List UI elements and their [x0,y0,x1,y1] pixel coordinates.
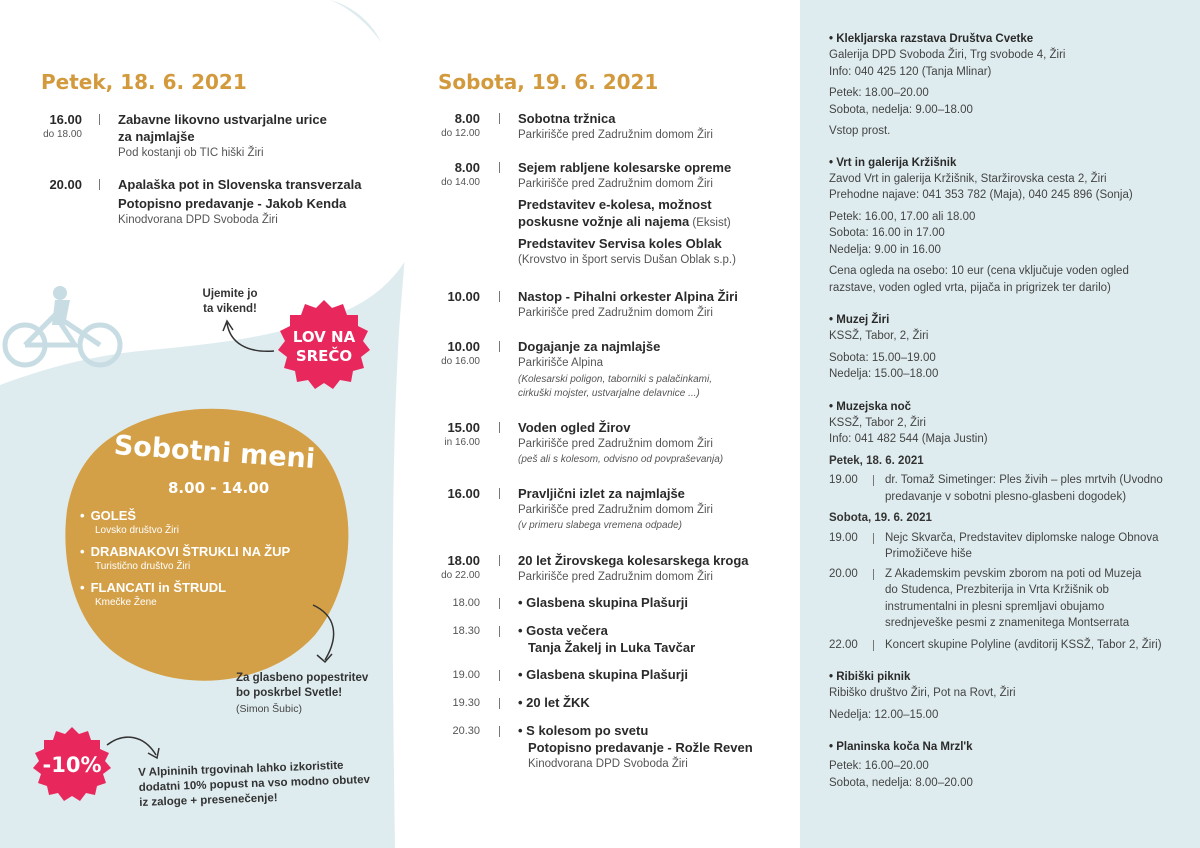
event-title: Nastop - Pihalni orkester Alpina Žiri [518,289,738,304]
venue-title: Planinska koča Na Mrzl'k [836,741,973,753]
music-note: Za glasbeno popestritev bo poskrbel Svetle! [236,672,369,699]
item-time: 19.00 [829,531,858,544]
item-time: 22.00 [829,638,858,651]
event-time: 20.00 [49,177,82,192]
event-extra: poskusne vožnje ali najema [518,214,690,229]
venue-line: Sobota, nedelja: 9.00–18.00 [829,103,973,116]
noc-item [829,637,1189,654]
venue-line: Prehodne najave: 041 353 782 (Maja), 040 245 896 (Sonja) [829,189,1133,201]
venue-line: Nedelja: 9.00 in 16.00 [829,243,941,256]
event-time: 8.00 [454,160,480,175]
venue-title: Vrt in galerija Kržišnik [836,156,957,169]
event-place: Kinodvorana DPD Svoboda Žiri [528,758,688,770]
venue-title: Klekljarska razstava Društva Cvetke [836,33,1034,45]
event-until: do 18.00 [43,129,82,140]
event-title: Dogajanje za najmlajše [518,339,661,354]
event-title: Apalaška pot in Slovenska transverzala [118,177,362,192]
menu-item-by: Kmečke Žene [95,597,157,608]
event-title: Voden ogled Žirov [518,420,631,435]
venue-line: Sobota: 15.00–19.00 [829,351,936,364]
venue-line: Cena ogleda na osebo: 10 eur (cena vključuje voden ogled [829,265,1129,277]
menu-item: • DRABNAKOVI ŠTRUKLI NA ŽUP Turistično društvo Žiri [80,544,340,574]
venue-line: razstave, voden ogled vrta, pijača in prigrizek ter darilo) [829,281,1111,294]
event-title: 20 let Žirovskega kolesarskega kroga [518,553,749,568]
menu-item: • GOLEŠ Lovsko društvo Žiri [80,508,340,538]
venue-line: Vstop prost. [829,125,891,137]
event-time: 15.00 [447,420,480,435]
item-text: Koncert skupine Polyline (avditorij KSSŽ, Tabor 2, Žiri) [885,638,1162,651]
discount-text: V Alpininih trgovinah lahko izkoristite dodatni 10% popust na vso modno obutev iz zaloge + presenečenje! [138,759,371,809]
event-time: 10.00 [447,339,480,354]
event-place: Parkirišče pred Zadružnim domom Žiri [518,129,713,141]
event-title: • Glasbena skupina Plašurji [518,595,689,610]
event-place: Kinodvorana DPD Svoboda Žiri [118,214,278,226]
venue-line: KSSŽ, Tabor 2, Žiri [829,416,926,429]
event-until: do 22.00 [441,570,480,581]
item-text: Z Akademskim pevskim zborom na poti od Muzeja do Studenca, Prezbiterija in Vrta Kržišnik ob instrumentalni in plesni spremljavi obujamo srednjeveške pesmi z znamenitega Montserrata [885,567,1142,629]
arrow-icon [104,730,164,765]
venue-line: Petek: 16.00, 17.00 ali 18.00 [829,210,976,223]
event-extra: Predstavitev Servisa koles Oblak [518,236,722,251]
saturday-title: Sobota, 19. 6. 2021 [438,70,659,94]
venue-line: Sobota: 16.00 in 17.00 [829,227,945,239]
event-title: Zabavne likovno ustvarjalne urice [118,112,327,127]
event-time: 16.00 [49,112,82,127]
event-time: 10.00 [447,289,480,304]
venue-title: Ribiški piknik [836,671,911,683]
venue-vrt: • Vrt in galerija Kržišnik Zavod Vrt in galerija Kržišnik, Staržirovska cesta 2, Žiri Prehodne najave: 041 353 782 (Maja), 040 245 896 (Sonja) Petek: 16.00, 17.00 ali 18.00 Sobota: 16.00 in 17.00 Nedelja: 9.00 in 16.00 Cena ogleda na osebo: 10 eur (cena vključuje voden ogled razstave, voden ogled vrta, pijača in prigrizek ter darilo) [829,155,1189,297]
event-until: in 16.00 [444,437,480,448]
event-place: Parkirišče pred Zadružnim domom Žiri [518,438,713,450]
event-note: (peš ali s kolesom, odvisno od povpraševanja) [518,454,724,465]
arrow-icon [222,318,282,358]
menu-item-name: GOLEŠ [90,508,137,523]
venue-line: Info: 041 482 544 (Maja Justin) [829,433,988,445]
venue-line: Petek: 18.00–20.00 [829,87,929,99]
event-title-2: Potopisno predavanje - Rožle Reven [528,740,753,755]
event-title: Sobotna tržnica [518,111,616,126]
event-until: do 14.00 [441,177,480,188]
menu-list [80,508,340,610]
event-place: Pod kostanji ob TIC hiški Žiri [118,147,264,159]
menu-item-by: Turistično društvo Žiri [95,561,191,572]
event-time: 19.00 [452,669,480,681]
menu-item-name: DRABNAKOVI ŠTRUKLI NA ŽUP [90,544,291,559]
event-extra-tail: (Krovstvo in šport servis Dušan Oblak s.p.) [518,254,736,266]
item-time: 19.00 [829,474,858,486]
day-label: Sobota, 19. 6. 2021 [829,512,932,524]
venue-line: Ribiško društvo Žiri, Pot na Rovt, Žiri [829,687,1016,699]
event-title: • 20 let ŽKK [518,695,590,710]
item-text: Nejc Skvarča, Predstavitev diplomske naloge Obnova Primožičeve hiše [885,531,1159,560]
venue-muzej: • Muzej Žiri KSSŽ, Tabor, 2, Žiri Sobota: 15.00–19.00 Nedelja: 15.00–18.00 [829,312,1189,383]
lov-line-2: SREČO [295,347,353,365]
menu-item-name: FLANCATI in ŠTRUDL [90,580,227,595]
venue-title: Muzej Žiri [836,314,890,326]
venue-line: Sobota, nedelja: 8.00–20.00 [829,776,973,789]
event-time: 18.00 [452,597,480,609]
event-title: Pravljični izlet za najmlajše [518,486,685,501]
event-title: • S kolesom po svetu [518,723,649,738]
venue-line: Galerija DPD Svoboda Žiri, Trg svobode 4, Žiri [829,49,1066,61]
venue-noc: • Muzejska noč KSSŽ, Tabor 2, Žiri Info: 041 482 544 (Maja Justin) Petek, 18. 6. 2021 19.00 dr. Tomaž Simetinger: Ples živih – ples mrtvih (Uvodno predavanje v sobotni plesno-glasbeni dogodek) Sobota, 19. 6. 2021 19.00 Nejc Skvarča, Predstavitev diplomske naloge Obnova Primožičeve hiše 20.00 Z Akademskim pevskim zborom na poti od Muzeja do Studenca, Prezbiterija in Vrta Kržišnik ob instrumentalni in plesni spremljavi obujamo srednjeveške pesmi z znamenitega Montserrata 22.00 Koncert skupine Polyline (avditorij KSSŽ, Tabor 2, Žiri) [829,399,1189,654]
right-column [829,31,1189,791]
venue-line: KSSŽ, Tabor, 2, Žiri [829,330,929,342]
venue-line: Nedelja: 15.00–18.00 [829,368,939,380]
event-time: 16.00 [447,486,480,501]
menu-hours: 8.00 - 14.00 [168,479,270,497]
menu-item-by: Lovsko društvo Žiri [95,525,179,536]
event-until: do 12.00 [441,128,480,139]
item-text: dr. Tomaž Simetinger: Ples živih – ples mrtvih (Uvodno predavanje v sobotni plesno-glasbeni dogodek) [885,474,1163,503]
event-until: do 16.00 [441,356,480,367]
event-place: Parkirišče pred Zadružnim domom Žiri [518,571,713,583]
event-place: Parkirišče pred Zadružnim domom Žiri [518,307,713,319]
event-extra-tail: (Eksist) [689,217,731,229]
cyclist-icon [0,285,130,375]
event-place: Parkirišče pred Zadružnim domom Žiri [518,504,713,516]
event-time: 18.30 [452,625,480,637]
discount-value: -10% [42,753,102,777]
venue-klekljarska: • Klekljarska razstava Društva Cvetke Galerija DPD Svoboda Žiri, Trg svobode 4, Žiri Info: 040 425 120 (Tanja Mlinar) Petek: 18.00–20.00 Sobota, nedelja: 9.00–18.00 Vstop prost. [829,31,1189,140]
lov-na-sreco-text [276,328,372,366]
event-note: (Kolesarski poligon, taborniki s palačinkami, cirkuški mojster, ustvarjalne delavnice ...) [518,374,712,399]
venue-ribiski: • Ribiški piknik Ribiško društvo Žiri, Pot na Rovt, Žiri Nedelja: 12.00–15.00 [829,669,1189,723]
event-place: Parkirišče pred Zadružnim domom Žiri [518,178,713,190]
friday-title: Petek, 18. 6. 2021 [41,70,247,94]
catch-text: Ujemite jo ta vikend! [202,288,258,315]
day-label: Petek, 18. 6. 2021 [829,454,924,467]
noc-item [829,566,1189,632]
event-title: • Gosta večera [518,623,608,638]
event-note: (v primeru slabega vremena odpade) [518,520,682,531]
event-title-2: Tanja Žakelj in Luka Tavčar [528,640,696,655]
event-time: 20.30 [452,725,480,737]
noc-item [829,530,1189,563]
event-time: 18.00 [447,553,480,568]
venue-line: Petek: 16.00–20.00 [829,760,929,772]
event-time: 8.00 [454,111,480,126]
event-title-2: za najmlajše [118,129,195,144]
noc-item [829,472,1189,505]
event-time: 19.30 [452,697,480,709]
event-title-2: Potopisno predavanje - Jakob Kenda [118,196,347,211]
venue-title: Muzejska noč [836,400,912,413]
lov-line-1: LOV NA [292,328,356,346]
event-extra: Predstavitev e-kolesa, možnost [518,197,712,212]
arrow-icon [305,600,355,670]
venue-koca: • Planinska koča Na Mrzl'k Petek: 16.00–20.00 Sobota, nedelja: 8.00–20.00 [829,739,1189,791]
event-title: Sejem rabljene kolesarske opreme [518,160,732,175]
item-time: 20.00 [829,567,858,580]
venue-line: Nedelja: 12.00–15.00 [829,708,939,721]
event-place: Parkirišče Alpina [518,357,604,369]
menu-title: Sobotni meni [112,430,317,475]
event-title: • Glasbena skupina Plašurji [518,667,689,682]
music-author: (Simon Šubic) [236,703,302,715]
venue-line: Info: 040 425 120 (Tanja Mlinar) [829,65,992,78]
menu-item: • FLANCATI in ŠTRUDL Kmečke Žene [80,580,340,610]
venue-line: Zavod Vrt in galerija Kržišnik, Staržirovska cesta 2, Žiri [829,172,1107,185]
